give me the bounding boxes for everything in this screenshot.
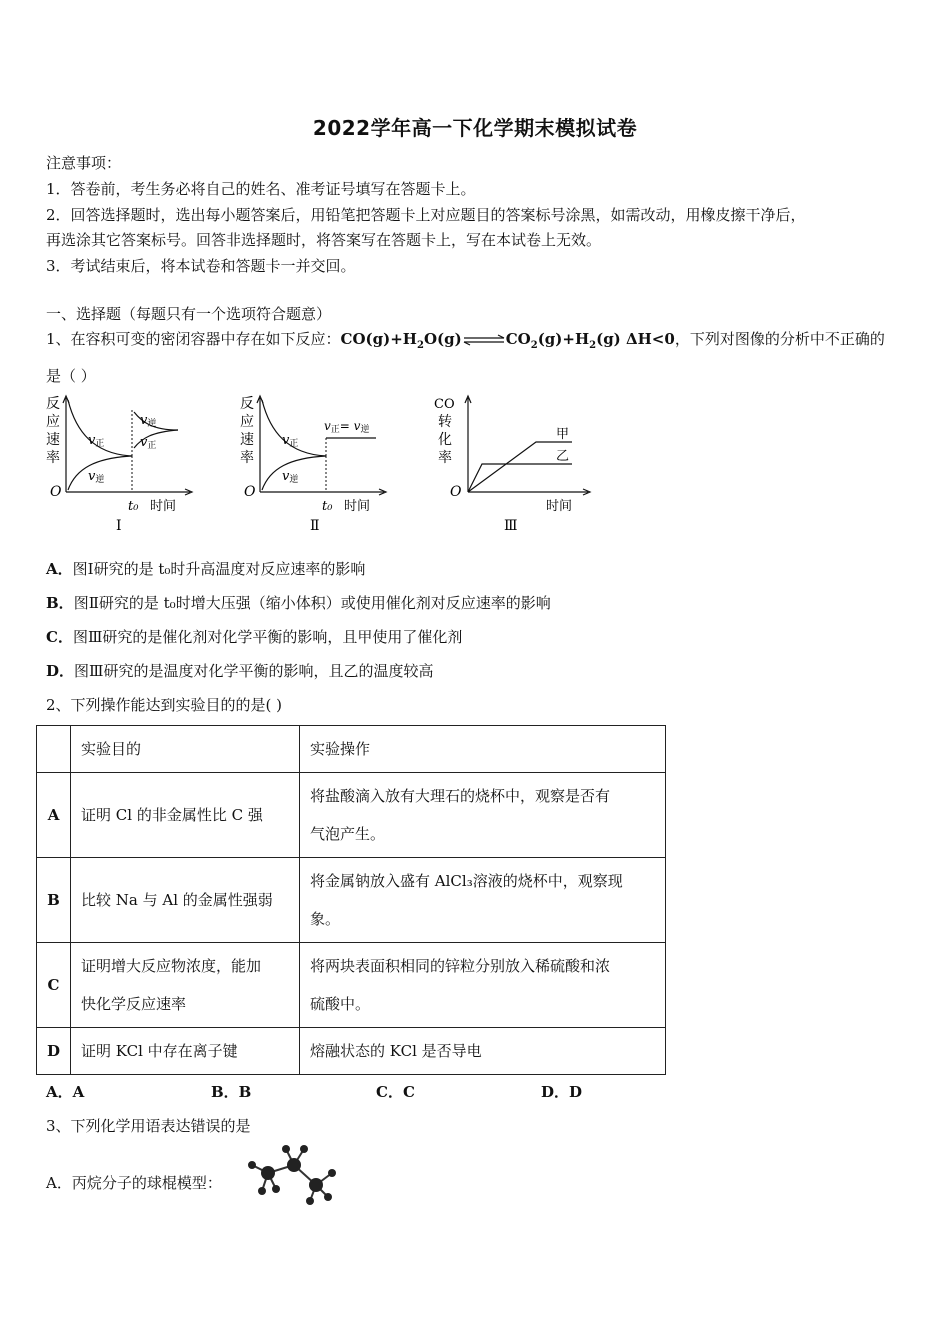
row-operation <box>300 1028 666 1075</box>
q1-equation <box>340 330 675 351</box>
v-sub: 正 <box>95 439 105 449</box>
graph-2-vfwd <box>282 433 298 449</box>
graph-1-ylabel-4: 率 <box>46 450 60 466</box>
table-corner-cell <box>37 726 71 773</box>
page-title: 2022学年高一下化学期末模拟试卷 <box>312 116 638 140</box>
row-operation <box>300 773 666 858</box>
graph-1-ylabel-2: 应 <box>46 414 60 430</box>
option-text: 图Ⅰ研究的是 t₀时升高温度对反应速率的影响 <box>72 560 366 578</box>
q1-option-d <box>46 660 433 681</box>
graph-1-vrev <box>88 469 104 485</box>
graph-3-ylabel-1: CO <box>434 397 455 412</box>
v-sub: 逆 <box>95 475 105 485</box>
graph-2-eq-label <box>324 419 369 435</box>
v-label: v <box>282 469 290 484</box>
table-row <box>37 943 666 1028</box>
header-purpose: 实验目的 <box>71 726 300 773</box>
propane-ball-stick-model <box>240 1143 340 1211</box>
graph-2-ylabel-4: 率 <box>240 450 254 466</box>
v-label: v <box>324 419 331 433</box>
graph-1-t0: t₀ <box>128 499 139 514</box>
graph-3-ylabel-2: 转 <box>438 414 452 430</box>
option-text: 图Ⅲ研究的是温度对化学平衡的影响，且乙的温度较高 <box>74 662 434 680</box>
q1-option-c <box>46 626 462 647</box>
option-key: C． <box>46 628 73 646</box>
graph-2-ylabel-2: 应 <box>240 414 254 430</box>
eq-part: (g)+H <box>537 330 590 348</box>
v-label: v <box>140 413 148 428</box>
purpose-line: 快化学反应速率 <box>81 995 187 1013</box>
row-label: D <box>37 1028 71 1075</box>
row-purpose <box>71 858 300 943</box>
graph-1-ylabel-1: 反 <box>46 396 60 412</box>
q2-stem: 2、下列操作能达到实验目的的是( ) <box>46 696 283 714</box>
q1-stem-line2: 是（ ） <box>46 367 96 385</box>
q1-stem <box>46 328 885 351</box>
option-key: A． <box>46 560 73 578</box>
operation-line: 将金属钠放入盛有 AlCl₃溶液的烧杯中，观察现 <box>310 872 623 890</box>
operation-line: 将盐酸滴入放有大理石的烧杯中，观察是否有 <box>310 787 611 805</box>
q2-table <box>36 725 666 1075</box>
graph-1-origin: O <box>50 484 62 500</box>
operation-line: 象。 <box>310 910 341 928</box>
v-sub: 逆 <box>147 419 157 429</box>
graph-1-vrev-2 <box>140 413 156 429</box>
graph-2 <box>238 392 388 532</box>
v-sub: 逆 <box>360 425 370 435</box>
purpose-line: 证明增大反应物浓度，能加 <box>81 957 262 975</box>
table-row <box>37 1028 666 1075</box>
option-key: D． <box>46 662 75 680</box>
row-label: C <box>37 943 71 1028</box>
v-eq: = v <box>339 419 361 433</box>
graph-1-xlabel: 时间 <box>150 499 177 514</box>
v-sub: 正 <box>147 441 157 451</box>
graph-2-ylabel-3: 速 <box>240 432 254 448</box>
option-text: 图Ⅱ研究的是 t₀时增大压强（缩小体积）或使用催化剂对反应速率的影响 <box>73 594 551 612</box>
eq-part: O(g) <box>423 330 462 348</box>
graph-1 <box>44 392 194 532</box>
option-text: 图Ⅲ研究的是催化剂对化学平衡的影响，且甲使用了催化剂 <box>72 628 463 646</box>
graph-3-ylabel-4: 率 <box>438 450 452 466</box>
graph-1-vfwd-2 <box>140 435 156 451</box>
v-label: v <box>140 435 148 450</box>
q1-option-b <box>46 592 551 613</box>
q2-answer-d: D．D <box>541 1083 583 1101</box>
v-sub: 正 <box>289 439 299 449</box>
v-sub: 逆 <box>289 475 299 485</box>
graph-2-caption: Ⅱ <box>310 518 320 532</box>
eq-part: CO(g)+H <box>340 330 417 348</box>
purpose-line: 证明 KCl 中存在离子键 <box>81 1042 238 1060</box>
eq-part: CO <box>505 330 531 348</box>
purpose-line: 比较 Na 与 Al 的金属性强弱 <box>81 891 273 909</box>
eq-part: (g) ΔH<0 <box>596 330 675 348</box>
q1-stem-pre: 1、在容积可变的密闭容器中存在如下反应： <box>46 330 341 348</box>
q1-option-a <box>46 558 365 579</box>
row-operation <box>300 943 666 1028</box>
row-purpose <box>71 773 300 858</box>
row-operation <box>300 858 666 943</box>
q2-answer-b: B．B <box>211 1083 252 1101</box>
graph-1-caption: Ⅰ <box>116 518 122 532</box>
row-label: A <box>37 773 71 858</box>
table-header-row <box>37 726 666 773</box>
q2-answer-a: A．A <box>46 1083 85 1101</box>
graph-3 <box>432 392 592 532</box>
graph-3-jia: 甲 <box>556 427 570 442</box>
operation-line: 熔融状态的 KCl 是否导电 <box>310 1042 482 1060</box>
q2-answers <box>46 1081 641 1102</box>
graph-2-origin: O <box>244 484 256 500</box>
q3-option-a: A．丙烷分子的球棍模型： <box>46 1174 222 1192</box>
graph-3-curve-yi <box>468 464 572 492</box>
equilibrium-arrow-icon <box>462 334 506 346</box>
graph-2-t0: t₀ <box>322 499 333 514</box>
graph-2-vrev <box>282 469 298 485</box>
notice-item-2-cont: 再选涂其它答案标号。回答非选择题时，将答案写在答题卡上，写在本试卷上无效。 <box>46 231 602 249</box>
graph-3-origin: O <box>450 484 462 500</box>
row-purpose <box>71 943 300 1028</box>
eq-sub: 2 <box>589 340 597 351</box>
q2-answer-c: C．C <box>376 1083 415 1101</box>
section-heading: 一、选择题（每题只有一个选项符合题意） <box>46 305 332 323</box>
v-label: v <box>88 469 96 484</box>
operation-line: 气泡产生。 <box>310 825 386 843</box>
q1-stem-post: ，下列对图像的分析中不正确的 <box>674 330 885 348</box>
table-row <box>37 858 666 943</box>
graph-3-xlabel: 时间 <box>546 499 573 514</box>
eq-sub: 2 <box>530 340 538 351</box>
option-key: B． <box>46 594 74 612</box>
graph-2-ylabel-1: 反 <box>240 396 254 412</box>
graph-3-caption: Ⅲ <box>504 518 518 532</box>
row-purpose <box>71 1028 300 1075</box>
notice-item-2: 2．回答选择题时，选出每小题答案后，用铅笔把答题卡上对应题目的答案标号涂黑，如需改动，用橡皮擦干净后， <box>46 206 806 224</box>
table-row <box>37 773 666 858</box>
notice-heading: 注意事项： <box>46 154 122 172</box>
v-label: v <box>88 433 96 448</box>
notice-item-3: 3．考试结束后，将本试卷和答题卡一并交回。 <box>46 257 356 275</box>
graph-1-vfwd <box>88 433 104 449</box>
notice-item-1: 1．答卷前，考生务必将自己的姓名、准考证号填写在答题卡上。 <box>46 180 476 198</box>
q3-stem: 3、下列化学用语表达错误的是 <box>46 1117 251 1135</box>
eq-sub: 2 <box>416 340 424 351</box>
operation-line: 硫酸中。 <box>310 995 371 1013</box>
graph-3-ylabel-3: 化 <box>438 432 452 448</box>
purpose-line: 证明 Cl 的非金属性比 C 强 <box>81 806 263 824</box>
v-label: v <box>282 433 290 448</box>
v-sub: 正 <box>330 425 340 435</box>
header-operation: 实验操作 <box>300 726 666 773</box>
row-label: B <box>37 858 71 943</box>
graph-2-xlabel: 时间 <box>344 499 371 514</box>
operation-line: 将两块表面积相同的锌粒分别放入稀硫酸和浓 <box>310 957 611 975</box>
graph-1-ylabel-3: 速 <box>46 432 60 448</box>
graph-3-yi: 乙 <box>556 449 570 464</box>
